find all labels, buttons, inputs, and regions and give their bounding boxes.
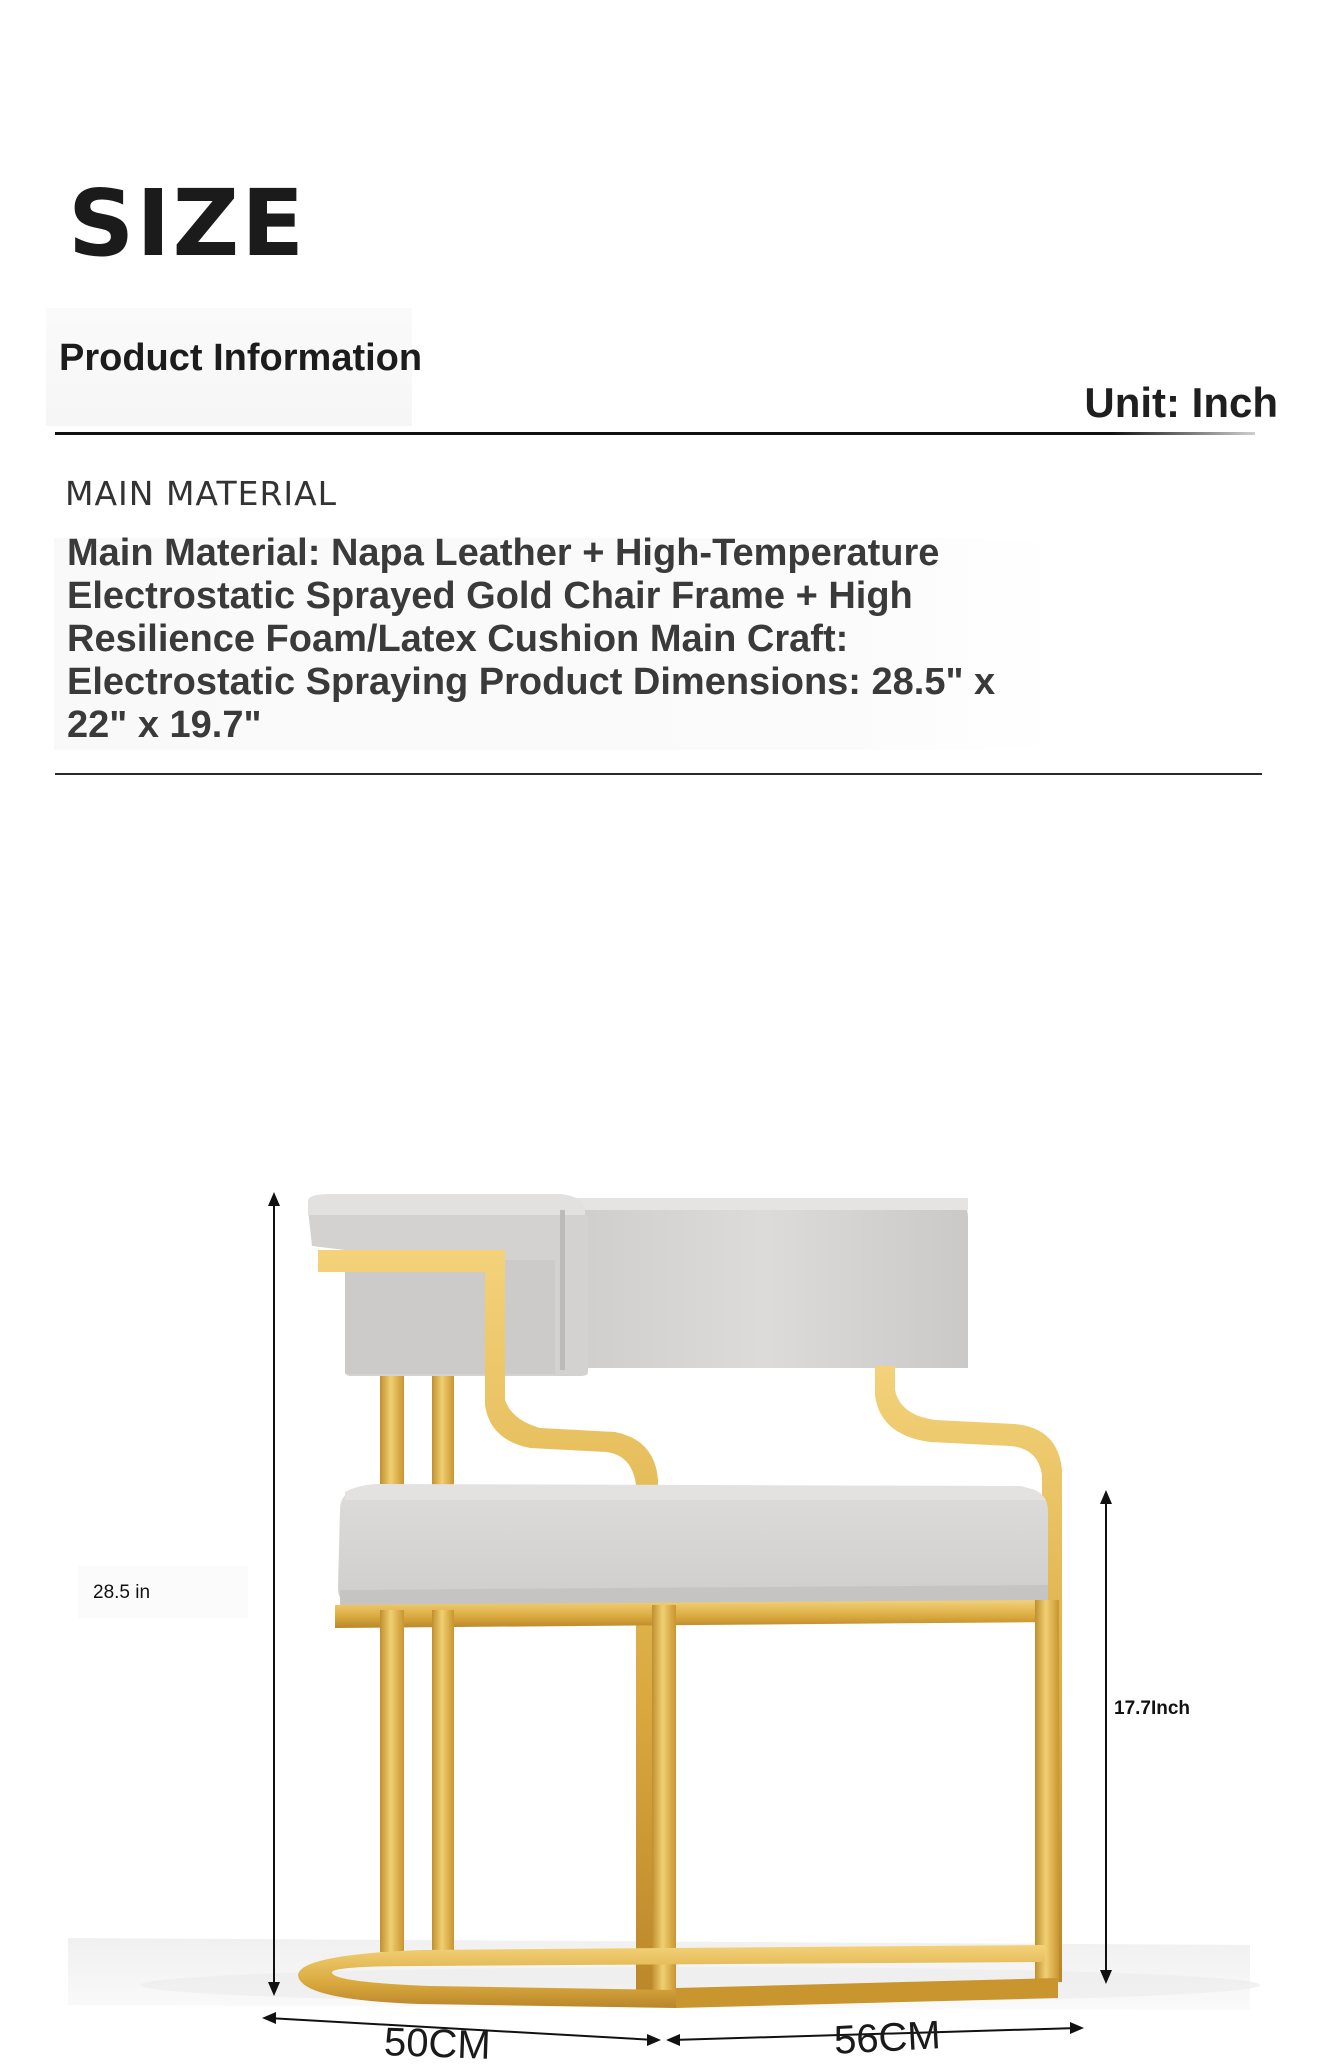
depth-label: 50CM: [383, 2020, 492, 2068]
width-label: 56CM: [832, 2013, 942, 2063]
product-info-heading: Product Information: [59, 337, 423, 379]
total-height-label: 28.5 in: [93, 1582, 151, 1603]
chair-backrest: [308, 1194, 968, 1376]
main-material-heading: MAIN MATERIAL: [65, 474, 338, 513]
size-title: SIZE: [68, 170, 307, 277]
seat-height-label: 17.7Inch: [1114, 1698, 1191, 1719]
unit-label: Unit: Inch: [1084, 379, 1278, 426]
material-description: Main Material: Napa Leather + High-Temperature Electrostatic Sprayed Gold Chair Frame + High Resilience Foam/Latex Cushion Main Craft: Electrostatic Spraying Product Dimensions: 28.5" x 22" x 19.7": [67, 532, 996, 746]
chair-seat-cushion: [338, 1484, 1048, 1610]
